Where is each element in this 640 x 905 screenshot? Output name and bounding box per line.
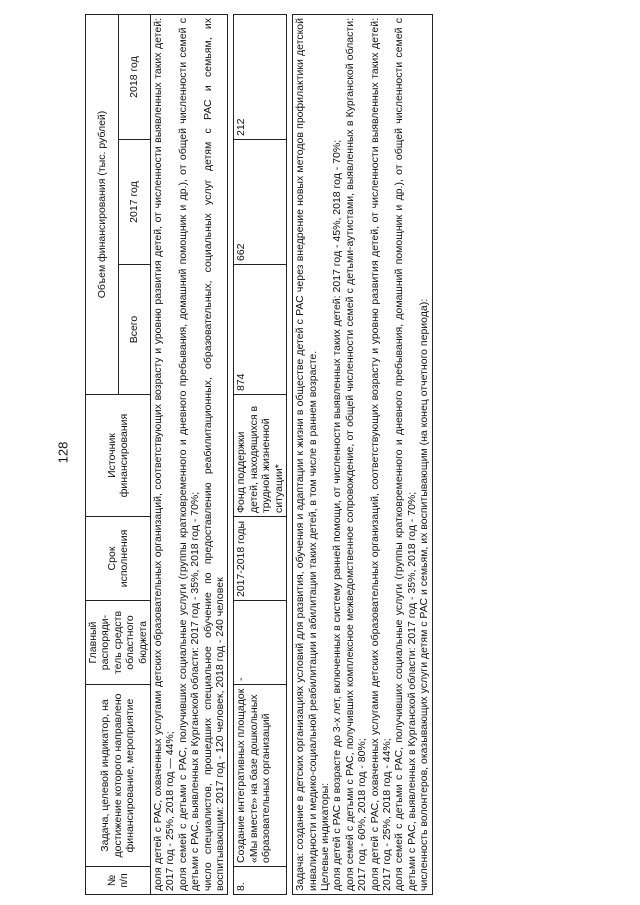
row-period: 2017-2018 годы	[234, 517, 287, 601]
row-num: 8.	[234, 867, 287, 895]
header-source: Источник финансирования	[86, 395, 151, 517]
header-task: Задача, целевой индикатор, на достижение которого направлено финансирование, мероприятие	[86, 685, 151, 867]
header-2018: 2018 год	[118, 15, 151, 140]
indicator-line: доля семей с детьми с РАС, получивших социальные услуги (группы кратковременного и дневного пребывания, домашний помощник и др.), от общей численности семей с детьми с РАС, выявленных в Курганской области: 2017 год - 35%, 2018 год - 70%;	[176, 18, 202, 891]
indicator-line: численность волонтеров, оказывающих услуги детям с РАС и семьям, их воспитывающим (на конец отчетного периода):	[418, 298, 431, 891]
row-2017: 662	[234, 140, 287, 265]
indicator-line: число специалистов, прошедших специальное обучение по предоставлению реабилитационных, образовательных, социальных услуг детям с РАС и семьям, их воспитывающим: 2017 год - 120 человек, 2018 год - 240 человек	[201, 18, 227, 891]
task-block-2	[293, 15, 432, 895]
task-line: Задача: создание в детских организациях условий для развития, обучения и адаптации к жизни в обществе детей с РАС через внедрение новых методов профилактики детской инвалидности и медико-социальной реабилитации и абилитации таких детей, в том числе в раннем возрасте.	[294, 18, 319, 891]
row-manager: -	[234, 601, 287, 685]
indicator-line: доля детей с РАС, охваченных услугами детских образовательных организаций, соответствующих возрасту и уровню развития детей, от численности выявленных таких детей: 2017 год - 25%, 2018 год - 44%;	[368, 18, 393, 891]
page-number: 128	[55, 441, 71, 464]
header-total: Всего	[118, 265, 151, 395]
header-manager: Главный распоряди-тель средств областного бюджета	[86, 601, 151, 685]
row-total: 874	[234, 265, 287, 395]
row-activity: Создание интегративных площадок «Мы вместе» на базе дошкольных образовательных организаций	[234, 685, 287, 867]
indicators-block-1	[151, 15, 228, 895]
task-text-2	[293, 15, 432, 895]
indicator-line: доля детей с РАС в возрасте до 3-х лет, включенных в систему ранней помощи, от численности выявленных таких детей: 2017 год - 45%, 2018 год - 70%;	[331, 139, 344, 891]
program-table	[85, 14, 433, 895]
row-source: Фонд поддержки детей, находящихся в трудной жизненной ситуации*	[234, 395, 287, 517]
indicator-line: доля семей с детьми с РАС, получивших социальные услуги (группы кратковременного и дневного пребывания, домашний помощник и др.), от общей численности семей с детьми с РАС, выявленных в Курганской области: 2017 год - 35%, 2018 год - 70%;	[393, 18, 418, 891]
rotated-page-content	[85, 15, 628, 895]
header-row	[86, 15, 119, 895]
indicators-label: Целевые индикаторы:	[318, 782, 331, 891]
indicator-line: доля семей с детьми с РАС, получивших комплексное межведомственное сопровождение, от общей численности семей с детьми-аутистами, выявленных в Курганской области: 2017 год - 60%, 2018 год - 80%;	[343, 18, 369, 891]
header-2017: 2017 год	[118, 140, 151, 265]
indicator-line: доля детей с РАС, охваченных услугами детских образовательных организаций, соответствующих возрасту и уровню развития детей, от численности выявленных таких детей: 2017 год - 25%, 2018 год — 44%;	[152, 18, 177, 891]
header-num: № п/п	[86, 867, 151, 895]
header-funding: Объем финансирования (тыс. рублей)	[86, 15, 119, 395]
header-period: Срок исполнения	[86, 517, 151, 601]
indicators-text-1	[151, 15, 228, 895]
row-2018: 212	[234, 15, 287, 140]
table-row-8	[234, 15, 287, 895]
